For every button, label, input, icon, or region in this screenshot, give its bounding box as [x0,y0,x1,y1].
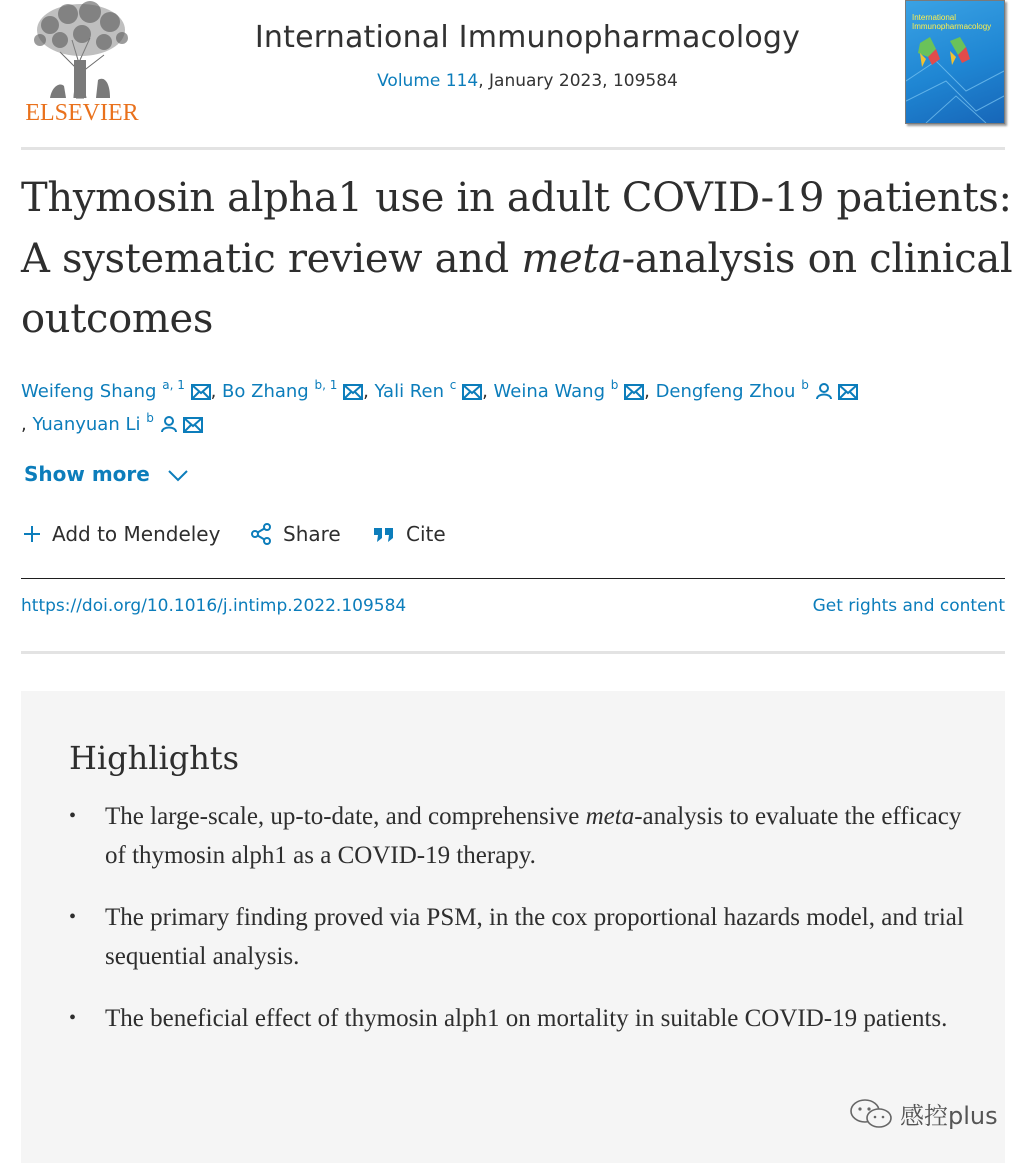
article-title [21,168,1021,350]
publisher-name: ELSEVIER [25,100,139,126]
author-link[interactable]: Yuanyuan Li [32,414,141,435]
plus-icon [22,524,42,544]
doi-link[interactable]: https://doi.org/10.1016/j.intimp.2022.109584 [21,596,407,616]
show-more-label: Show more [24,462,150,486]
author-separator: , [482,381,494,402]
email-icon[interactable] [624,384,644,400]
author-link[interactable]: Dengfeng Zhou [655,381,796,402]
show-more-button[interactable] [24,462,189,486]
highlight-item [69,898,969,976]
cover-graphic-icon [906,1,1004,123]
highlight-text: The beneficial effect of thymosin alph1 on mortality in suitable COVID-19 patients. [105,1005,948,1032]
journal-title-link[interactable]: International Immunopharmacology [254,20,801,55]
highlight-item [69,999,969,1038]
author-list-continued [21,411,203,435]
cite-button[interactable] [372,522,446,546]
title-text-1: Thymosin alpha1 use in adult COVID-19 patients: A systematic review and [21,175,1012,282]
highlight-italic: meta [585,803,635,830]
author-affiliation[interactable]: b [146,411,154,425]
issue-meta: , January 2023, 109584 [478,71,678,91]
author-separator: , [21,414,33,435]
author-link[interactable]: Weina Wang [493,381,606,402]
wechat-icon [848,1098,894,1130]
watermark-text: 感控plus [900,1102,998,1130]
author-list [21,378,858,402]
quote-icon [372,524,396,544]
highlight-text: The large-scale, up-to-date, and comprehensive [105,803,586,830]
email-icon[interactable] [838,384,858,400]
email-icon[interactable] [183,417,203,433]
author-affiliation[interactable]: b, 1 [314,378,338,392]
person-icon[interactable] [815,382,833,400]
author-affiliation[interactable]: a, 1 [162,378,185,392]
journal-cover-image[interactable] [905,0,1005,124]
author-affiliation[interactable]: c [449,378,457,392]
highlight-text: The primary finding proved via PSM, in the cox proportional hazards model, and trial sequential analysis. [105,904,964,970]
highlight-item [69,797,969,875]
author-link[interactable]: Yali Ren [374,381,444,402]
title-text-italic: meta [521,235,622,282]
highlights-list [69,797,969,1061]
author-link[interactable]: Weifeng Shang [21,381,157,402]
author-separator: , [644,381,656,402]
share-label: Share [283,522,341,546]
cover-title: International Immunopharmacology [912,13,992,31]
highlights-heading: Highlights [69,739,240,777]
header-divider [21,147,1005,150]
author-affiliation[interactable]: b [801,378,809,392]
email-icon[interactable] [462,384,482,400]
share-icon [249,522,273,546]
share-button[interactable] [249,522,341,546]
cite-label: Cite [406,522,446,546]
author-affiliation[interactable]: b [610,378,619,392]
author-separator: , [210,381,223,402]
title-text-2: -analysis on clinical outcomes [21,235,1013,342]
email-icon[interactable] [191,384,211,400]
highlights-section [21,691,1005,1163]
author-separator: , [363,381,375,402]
add-to-mendeley-button[interactable] [22,522,220,546]
chevron-down-icon [167,468,189,482]
journal-meta [150,71,905,91]
author-link[interactable]: Bo Zhang [222,381,309,402]
volume-link[interactable]: Volume 114 [377,71,479,91]
actions-divider [21,578,1005,579]
elsevier-tree-icon [20,0,142,100]
person-icon[interactable] [160,415,178,433]
highlight-text-end: -analysis to evaluate the efficacy of thymosin alph1 as a COVID-19 therapy. [105,803,962,869]
wechat-watermark [848,1096,998,1131]
mendeley-label: Add to Mendeley [52,522,221,546]
rights-link[interactable]: Get rights and content [812,596,1005,616]
email-icon[interactable] [343,384,363,400]
doi-divider [21,651,1005,654]
